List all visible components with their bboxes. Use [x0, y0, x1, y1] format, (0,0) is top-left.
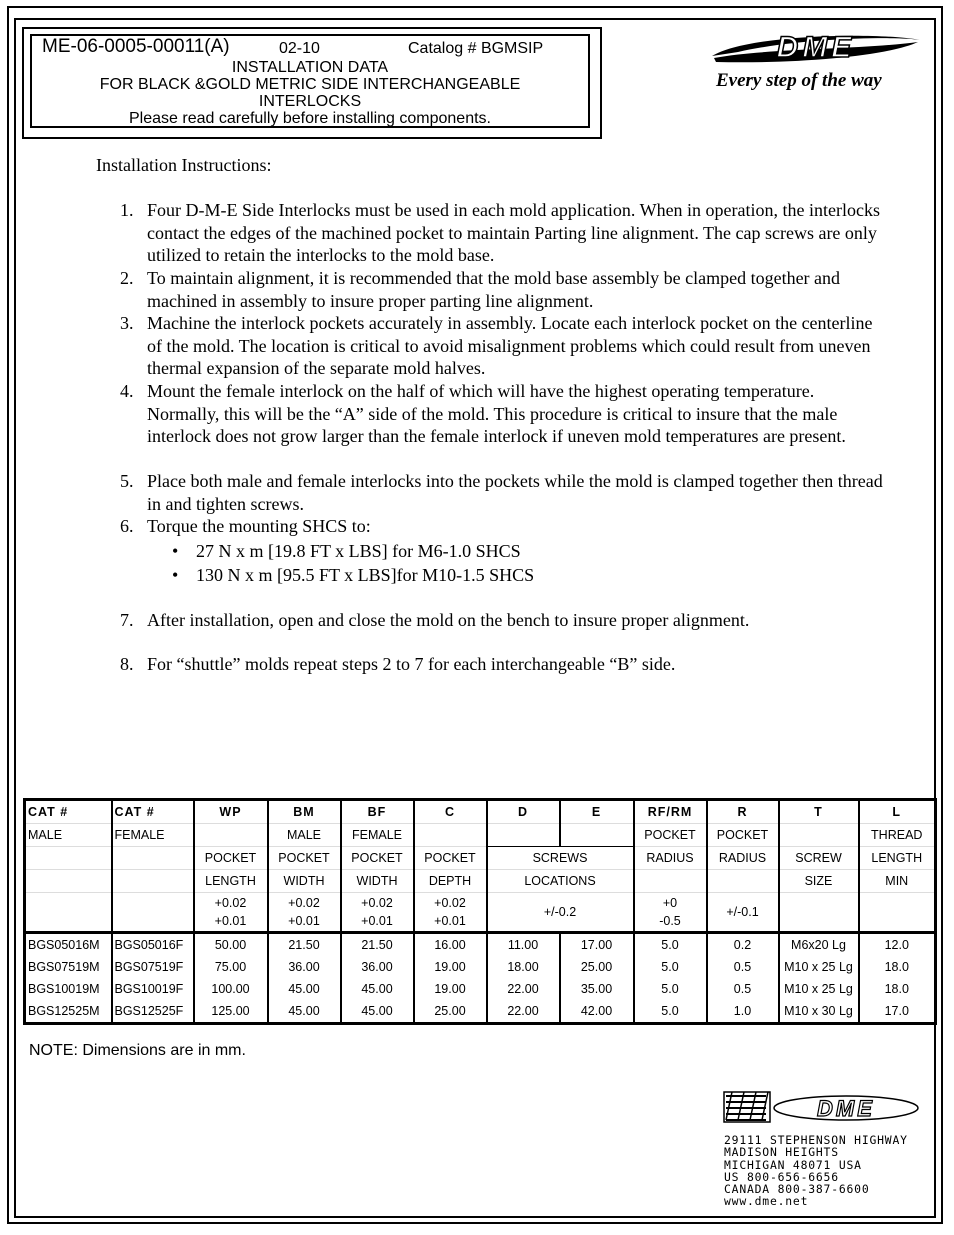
- table-row: [25, 933, 936, 957]
- cell: 100.00: [194, 978, 268, 1000]
- cell: 5.0: [634, 978, 707, 1000]
- cell: 75.00: [194, 956, 268, 978]
- address-line: MADISON HEIGHTS: [724, 1145, 839, 1160]
- cell: 5.0: [634, 1000, 707, 1024]
- cell: 35.00: [560, 978, 634, 1000]
- tolerance-lower: +0.01: [288, 914, 320, 928]
- cell: 5.0: [634, 956, 707, 978]
- step-text: Four D-M-E Side Interlocks must be used in each mold application. When in operation, the interlocks contact the edges of the machined pocket to maintain Parting line alignment. The cap screws are only utilized to retain the interlocks to the mold base.: [147, 200, 880, 266]
- cell: 36.00: [341, 956, 414, 978]
- cell: 11.00: [487, 933, 560, 957]
- header-cell: RADIUS: [634, 847, 707, 870]
- cell: 0.5: [707, 978, 779, 1000]
- table-row: [25, 956, 936, 978]
- table-row: [25, 1000, 936, 1024]
- logo-tagline: Every step of the way: [716, 70, 882, 91]
- cell: 45.00: [341, 978, 414, 1000]
- header-cell: WIDTH: [268, 870, 341, 893]
- header-cell: RADIUS: [707, 847, 779, 870]
- cell: 22.00: [487, 1000, 560, 1024]
- cell: 22.00: [487, 978, 560, 1000]
- header-cell: [779, 824, 859, 847]
- header-cell: T: [779, 800, 859, 824]
- header-cell: E: [560, 800, 634, 824]
- step-number: 2.: [120, 268, 134, 288]
- header-cell: CAT #: [112, 800, 194, 824]
- bullet-text: 27 N x m [19.8 FT x LBS] for M6-1.0 SHCS: [196, 541, 521, 561]
- tolerance-upper: +0.02: [214, 896, 247, 910]
- header-cell: L: [859, 800, 936, 824]
- cell: 18.0: [859, 978, 936, 1000]
- cell: 36.00: [268, 956, 341, 978]
- cell: 5.0: [634, 933, 707, 957]
- tolerance-cell: [268, 893, 341, 933]
- catalog-number: Catalog # BGMSIP: [408, 40, 544, 57]
- cell: BGS07519M: [25, 956, 112, 978]
- cell: 21.50: [268, 933, 341, 957]
- cell: 21.50: [341, 933, 414, 957]
- cell: 0.2: [707, 933, 779, 957]
- cell: 42.00: [560, 1000, 634, 1024]
- cell: M10 x 25 Lg: [779, 956, 859, 978]
- header-title-line2: FOR BLACK &GOLD METRIC SIDE INTERCHANGEABLE: [99, 76, 521, 93]
- cell: BGS05016M: [25, 933, 112, 957]
- tolerance-cell: +/-0.1: [707, 893, 779, 933]
- tolerance-cell: [112, 893, 194, 933]
- tolerance-row: [25, 893, 936, 933]
- header-cell: [414, 824, 487, 847]
- cell: 125.00: [194, 1000, 268, 1024]
- cell: 25.00: [414, 1000, 487, 1024]
- step-text: Mount the female interlock on the half of which will have the highest operating temperature. Normally, this will be the “A” side of the mold. This procedure is critical to insure that the male interlock does not grow larger than the female interlock if uneven mold temperatures are present.: [147, 381, 846, 447]
- header-cell: SIZE: [779, 870, 859, 893]
- cell: BGS10019F: [112, 978, 194, 1000]
- table-header-row: [25, 824, 936, 847]
- header-cell: R: [707, 800, 779, 824]
- header-title-line3: INTERLOCKS: [258, 93, 362, 110]
- header-cell: POCKET: [194, 847, 268, 870]
- header-cell: WP: [194, 800, 268, 824]
- header-cell: [25, 870, 112, 893]
- address-line: 29111 STEPHENSON HIGHWAY: [724, 1133, 908, 1147]
- table-header-row: [25, 847, 936, 870]
- tolerance-upper: +0: [662, 896, 678, 910]
- cell: 19.00: [414, 956, 487, 978]
- instructions-heading: Installation Instructions:: [96, 155, 272, 175]
- header-cell: LOCATIONS: [487, 870, 634, 893]
- header-cell: MALE: [25, 824, 112, 847]
- header-cell: [487, 824, 560, 847]
- cell: 18.0: [859, 956, 936, 978]
- tolerance-lower: +0.01: [214, 914, 247, 928]
- header-cell: CAT #: [25, 800, 112, 824]
- header-cell: D: [487, 800, 560, 824]
- cell: 16.00: [414, 933, 487, 957]
- cell: 12.0: [859, 933, 936, 957]
- header-cell: [707, 870, 779, 893]
- tolerance-cell: [25, 893, 112, 933]
- header-cell: WIDTH: [341, 870, 414, 893]
- header-notice: Please read carefully before installing components.: [129, 110, 491, 127]
- cell: 17.0: [859, 1000, 936, 1024]
- tolerance-upper: +0.02: [434, 896, 466, 910]
- cell: 19.00: [414, 978, 487, 1000]
- tolerance-upper: +0.02: [361, 896, 393, 910]
- dme-logo-small: [722, 1090, 922, 1126]
- step-text: Torque the mounting SHCS to:: [147, 516, 371, 536]
- tolerance-cell: [859, 893, 936, 933]
- logo-brand-text: DME: [776, 31, 856, 64]
- header-cell: SCREW: [779, 847, 859, 870]
- cell: BGS12525M: [25, 1000, 112, 1024]
- address-line: CANADA 800-387-6600: [724, 1182, 870, 1197]
- step-number: 7.: [120, 610, 134, 630]
- cell: BGS10019M: [25, 978, 112, 1000]
- doc-date: 02-10: [279, 40, 320, 57]
- cell: BGS12525F: [112, 1000, 194, 1024]
- tolerance-lower: +0.01: [361, 914, 393, 928]
- address-line: www.dme.net: [724, 1194, 809, 1209]
- header-cell: DEPTH: [414, 870, 487, 893]
- cell: BGS07519F: [112, 956, 194, 978]
- header-cell: FEMALE: [341, 824, 414, 847]
- bullet-dot: •: [172, 541, 179, 561]
- cell: M10 x 25 Lg: [779, 978, 859, 1000]
- tolerance-cell: [634, 893, 707, 933]
- step-text: For “shuttle” molds repeat steps 2 to 7 for each interchangeable “B” side.: [147, 654, 676, 674]
- header-cell: FEMALE: [112, 824, 194, 847]
- header-cell: MALE: [268, 824, 341, 847]
- header-cell: [560, 824, 634, 847]
- step-number: 8.: [120, 654, 134, 674]
- cell: M6x20 Lg: [779, 933, 859, 957]
- cell: 45.00: [268, 1000, 341, 1024]
- dimensions-note: NOTE: Dimensions are in mm.: [29, 1042, 246, 1059]
- header-cell: POCKET: [268, 847, 341, 870]
- header-cell: C: [414, 800, 487, 824]
- cell: 0.5: [707, 956, 779, 978]
- header-cell: THREAD: [859, 824, 936, 847]
- header-cell: MIN: [859, 870, 936, 893]
- cell: 50.00: [194, 933, 268, 957]
- step-text: To maintain alignment, it is recommended that the mold base assembly be clamped together and machined in assembly to insure proper parting line alignment.: [147, 268, 841, 311]
- dimensions-table: [23, 798, 937, 1025]
- company-address: [724, 1134, 908, 1208]
- step-text: Place both male and female interlocks into the pockets while the mold is clamped together then thread in and tighten screws.: [147, 471, 883, 514]
- header-cell: [25, 847, 112, 870]
- cell: 17.00: [560, 933, 634, 957]
- cell: 45.00: [341, 1000, 414, 1024]
- cell: M10 x 30 Lg: [779, 1000, 859, 1024]
- header-cell: [634, 870, 707, 893]
- tolerance-lower: +0.01: [434, 914, 466, 928]
- tolerance-cell: [341, 893, 414, 933]
- header-cell: LENGTH: [194, 870, 268, 893]
- step-number: 6.: [120, 516, 134, 536]
- step-text: Machine the interlock pockets accurately in assembly. Locate each interlock pocket on the centerline of the mold. The location is critical to avoid misalignment problems which could result from uneven thermal expansion of the separate mold halves.: [147, 313, 873, 379]
- table-header-row: [25, 800, 936, 824]
- step-number: 5.: [120, 471, 134, 491]
- header-cell: POCKET: [341, 847, 414, 870]
- header-cell: POCKET: [707, 824, 779, 847]
- address-line: MICHIGAN 48071 USA: [724, 1157, 862, 1172]
- tolerance-cell: [779, 893, 859, 933]
- tolerance-lower: -0.5: [659, 914, 681, 928]
- step-text: After installation, open and close the mold on the bench to insure proper alignment.: [147, 610, 750, 630]
- table-header-row: [25, 870, 936, 893]
- bullet-text: 130 N x m [95.5 FT x LBS]for M10-1.5 SHCS: [196, 565, 535, 585]
- step-number: 3.: [120, 313, 134, 333]
- header-cell: POCKET: [414, 847, 487, 870]
- doc-number: ME-06-0005-00011(A): [42, 36, 230, 57]
- header-cell: [112, 870, 194, 893]
- header-title-line1: INSTALLATION DATA: [231, 59, 389, 76]
- cell: 45.00: [268, 978, 341, 1000]
- tolerance-cell: [194, 893, 268, 933]
- header-cell: RF/RM: [634, 800, 707, 824]
- step-number: 1.: [120, 200, 134, 220]
- header-cell: BF: [341, 800, 414, 824]
- tolerance-upper: +0.02: [288, 896, 320, 910]
- header-cell: SCREWS: [487, 847, 634, 870]
- table-row: [25, 978, 936, 1000]
- logo-brand-text: DME: [817, 1096, 875, 1121]
- header-cell: BM: [268, 800, 341, 824]
- hatched-emblem-icon: [724, 1092, 770, 1122]
- step-number: 4.: [120, 381, 134, 401]
- tolerance-cell: +/-0.2: [487, 893, 634, 933]
- cell: 25.00: [560, 956, 634, 978]
- header-cell: [112, 847, 194, 870]
- header-cell: POCKET: [634, 824, 707, 847]
- header-cell: LENGTH: [859, 847, 936, 870]
- bullet-dot: •: [172, 565, 179, 585]
- address-line: US 800-656-6656: [724, 1169, 839, 1184]
- cell: 18.00: [487, 956, 560, 978]
- header-cell: [194, 824, 268, 847]
- cell: 1.0: [707, 1000, 779, 1024]
- tolerance-cell: [414, 893, 487, 933]
- cell: BGS05016F: [112, 933, 194, 957]
